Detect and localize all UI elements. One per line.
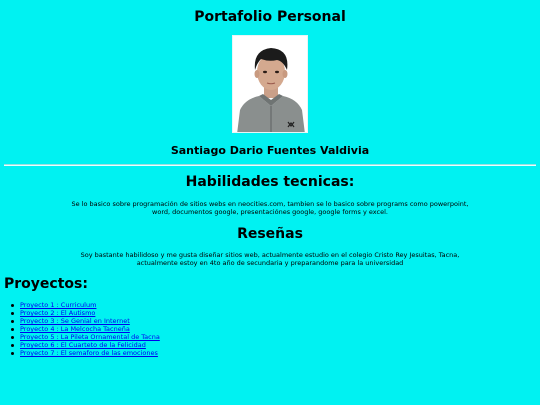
project-item <box>10 301 160 309</box>
project-item <box>10 341 160 349</box>
projects-heading: Proyectos: <box>4 276 88 292</box>
project-item <box>10 349 160 357</box>
profile-photo-image <box>233 36 308 133</box>
project-link-3[interactable]: Proyecto 3 : Se Genial en Internet <box>20 317 130 325</box>
project-item <box>10 317 160 325</box>
project-item <box>10 333 160 341</box>
bullet-icon <box>11 336 14 339</box>
project-link-7[interactable]: Proyecto 7 : El semaforo de las emociones <box>20 349 158 357</box>
bullet-icon <box>11 344 14 347</box>
person-name: Santiago Dario Fuentes Valdivia <box>170 144 370 157</box>
section-divider <box>4 164 536 166</box>
project-list <box>10 301 160 357</box>
bullet-icon <box>11 352 14 355</box>
bullet-icon <box>11 328 14 331</box>
project-item <box>10 309 160 317</box>
page-title: Portafolio Personal <box>194 9 346 25</box>
profile-photo <box>232 35 308 133</box>
reviews-text: Soy bastante habilidoso y me gusta diseñar sitios web, actualmente estudio en el colegio Cristo Rey Jesuitas, Tacna, actualmente estoy en 4to año de secundaria y preparandome para la universidad <box>80 251 460 267</box>
project-link-5[interactable]: Proyecto 5 : La Pileta Ornamental de Tacna <box>20 333 160 341</box>
project-item <box>10 325 160 333</box>
project-link-1[interactable]: Proyecto 1 : Curriculum <box>20 301 97 309</box>
bullet-icon <box>11 304 14 307</box>
skills-text: Se lo basico sobre programación de sitios webs en neocities.com, tambien se lo basico sobre programs como powerpoint, word, documentos google, presentaciónes google, google forms y excel. <box>71 200 469 216</box>
project-link-2[interactable]: Proyecto 2 : El Autismo <box>20 309 96 317</box>
bullet-icon <box>11 320 14 323</box>
bullet-icon <box>11 312 14 315</box>
project-link-6[interactable]: Proyecto 6 : El Cuarteto de la Felicidad <box>20 341 146 349</box>
project-link-4[interactable]: Proyecto 4 : La Melcocha Tacneña <box>20 325 130 333</box>
reviews-heading: Reseñas <box>237 226 303 242</box>
skills-heading: Habilidades tecnicas: <box>185 174 355 190</box>
